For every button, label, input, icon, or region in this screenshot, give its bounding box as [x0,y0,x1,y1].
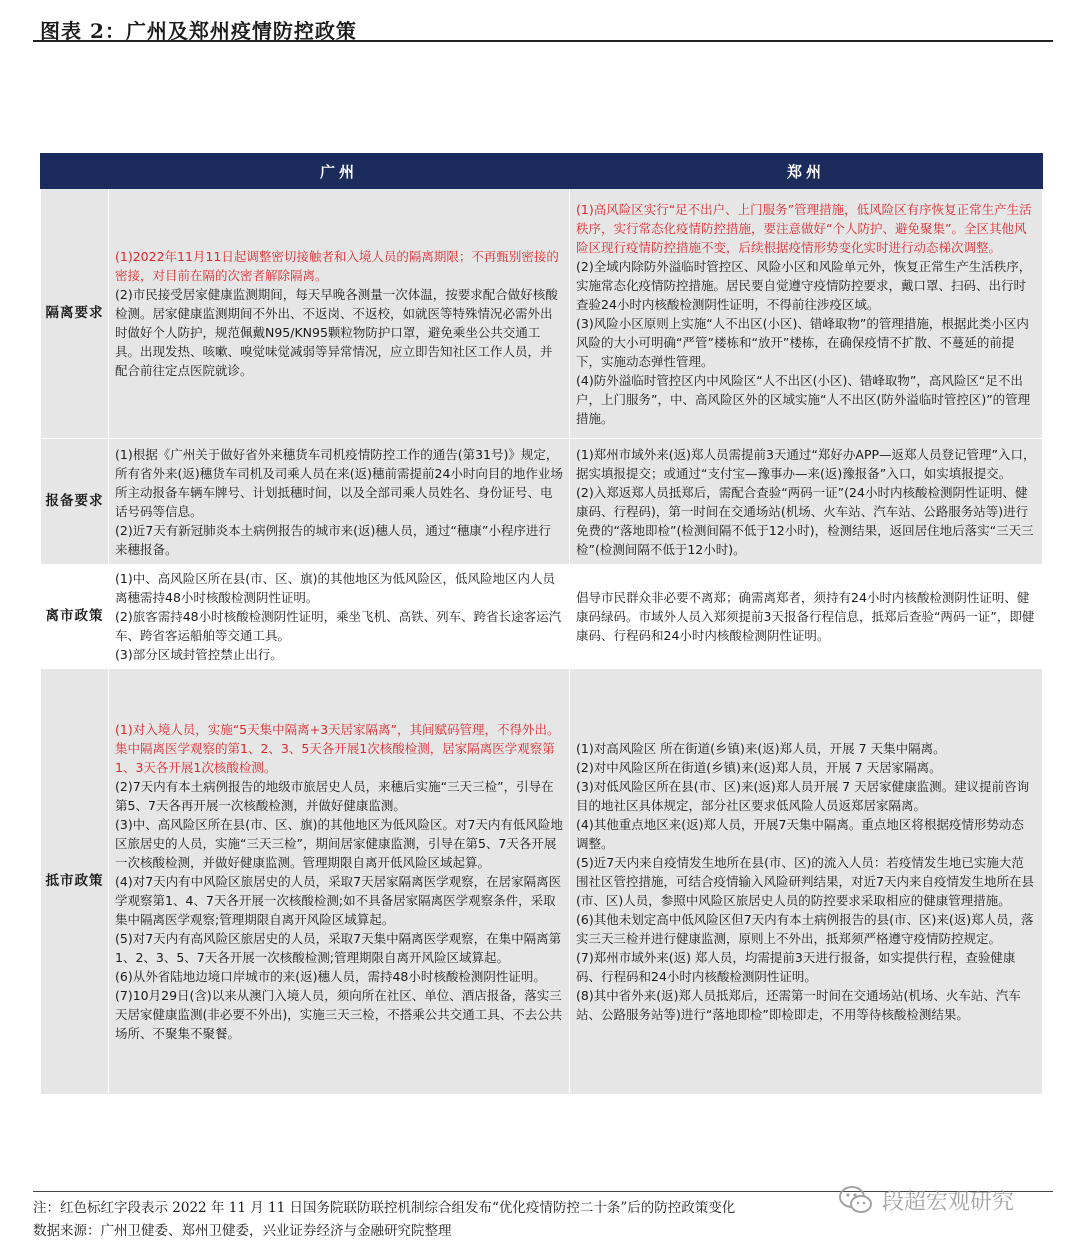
policy-item: (4)其他重点地区来(返)郑人员，开展7天集中隔离。重点地区将根据疫情形势动态调整。 [576,817,1024,851]
zhengzhou-cell [570,189,1043,439]
footnote: 注：红色标红字段表示 2022 年 11 月 11 日国务院联防联控机制综合组发布“优化疫情防控二十条”后的防控政策变化 [33,1200,736,1216]
policy-item: (1)对入境人员，实施“5天集中隔离+3天居家隔离”，其间赋码管理，不得外出。集中隔离医学观察的第1、2、3、5天各开展1次核酸检测，居家隔离医学观察第1、3天各开展1次核酸检测。 [115,722,560,775]
table-header-row [41,154,1043,189]
policy-table [40,153,1043,1095]
policy-item: (3)部分区域封管控禁止出行。 [115,647,283,662]
policy-item: (5)近7天内来自疫情发生地所在县(市、区)的流入人员：若疫情发生地已实施大范围社区管控措施，可结合疫情输入风险研判结果，对近7天内来自疫情发生地所在县(市、区)人员，参照中风险区旅居史人员的防控要求采取相应的健康管理措施。 [576,855,1034,908]
header-zhengzhou: 郑州 [570,154,1043,189]
policy-item: (8)其中省外来(返)郑人员抵郑后，还需第一时间在交通场站(机场、火车站、汽车站、公路服务站等)进行“落地即检”即检即走，不用等待核酸检测结果。 [576,988,1021,1022]
wechat-icon [838,1185,874,1215]
policy-item: (4)防外溢临时管控区内中风险区“人不出区(小区)、错峰取物”，高风险区“足不出户，上门服务”，中、高风险区外的区域实施“人不出区(防外溢临时管控区)”的管理措施。 [576,372,1031,426]
policy-item: (1)根据《广州关于做好省外来穗货车司机疫情防控工作的通告(第31号)》规定，所有省外来(返)穗货车司机及司乘人员在来(返)穗前需提前24小时向目的地作业场所主动报备车辆车牌号、计划抵穗时间，以及全部司乘人员姓名、身份证号、电话号码等信息。 [115,446,563,519]
table-row-registration [41,439,1043,565]
policy-item: (6)其他未划定高中低风险区但7天内有本土病例报告的县(市、区)来(返)郑人员，落实三天三检并进行健康监测，原则上不外出，抵郑须严格遵守疫情防控规定。 [576,912,1034,946]
row-category: 报备要求 [41,439,109,565]
header-guangzhou: 广州 [109,154,570,189]
guangzhou-cell [109,189,570,439]
policy-item: (2)入郑返郑人员抵郑后，需配合查验“两码一证”(24小时内核酸检测阴性证明、健康码、行程码)，第一时间在交通场站(机场、火车站、汽车站、公路服务站等)进行免费的“落地即检”(检测间隔不低于12小时)，检测结果，返回居住地后落实“三天三检”(检测间隔不低于12小时)。 [576,484,1034,557]
figure-title-bar [33,10,1053,42]
table-row-arrival [41,669,1043,1095]
row-category: 隔离要求 [41,189,109,439]
policy-item: (5)对7天内有高风险区旅居史的人员，采取7天集中隔离医学观察，在集中隔离第1、2、3、5、7天各开展一次核酸检测;管理期限自离开风险区域算起。 [115,931,562,965]
policy-item: (2)全域内除防外溢临时管控区、风险小区和风险单元外，恢复正常生产生活秩序，实施常态化疫情防控措施。居民要自觉遵守疫情防控要求，戴口罩、扫码、出行时查验24小时内核酸检测阴性证明，不得前往涉疫区域。 [576,258,1032,312]
policy-item: (6)从外省陆地边境口岸城市的来(返)穗人员，需持48小时核酸检测阴性证明。 [115,969,546,984]
policy-item: (1)2022年11月11日起调整密切接触者和入境人员的隔离期限；不再甄别密接的密接，对目前在隔的次密者解除隔离。 [115,249,559,283]
guangzhou-cell [109,439,570,565]
zhengzhou-cell [570,439,1043,565]
guangzhou-cell [109,669,570,1095]
policy-item: (1)高风险区实行“足不出户、上门服务”管理措施，低风险区有序恢复正常生产生活秩序，实行常态化疫情防控措施，要注意做好“个人防护、避免聚集”。全区其他风险区现行疫情防控措施不变，后续根据疫情形势变化实时进行动态梯次调整。 [576,201,1032,255]
table-row-departure [41,565,1043,669]
policy-item: (4)对7天内有中风险区旅居史的人员，采取7天居家隔离医学观察，在居家隔离医学观察第1、4、7天各开展一次核酸检测;如不具备居家隔离医学观察条件，采取集中隔离医学观察;管理期限自离开风险区域算起。 [115,874,562,927]
row-category: 抵市政策 [41,669,109,1095]
policy-item: (1)对高风险区 所在街道(乡镇)来(返)郑人员，开展 7 天集中隔离。 [576,741,946,756]
policy-item: (2)7天内有本土病例报告的地级市旅居史人员，来穗后实施“三天三检”，引导在第5、7天各再开展一次核酸检测，并做好健康监测。 [115,779,554,813]
policy-item: 倡导市民群众非必要不离郑；确需离郑者，须持有24小时内核酸检测阴性证明、健康码绿码。市域外人员入郑须提前3天报备行程信息，抵郑后查验“两码一证”，即健康码、行程码和24小时内核酸检测阴性证明。 [576,590,1035,643]
policy-item: (2)近7天有新冠肺炎本土病例报告的城市来(返)穗人员，通过“穗康”小程序进行来穗报备。 [115,522,551,557]
policy-item: (7)郑州市域外来(返) 郑人员，均需提前3天进行报备，如实提供行程，查验健康码、行程码和24小时内核酸检测阴性证明。 [576,950,1016,984]
policy-item: (3)中、高风险区所在县(市、区、旗)的其他地区为低风险区。对7天内有低风险地区旅居史的人员，实施“三天三检”，期间居家健康监测，引导在第5、7天各开展一次核酸检测，并做好健康监测。管理期限自离开低风险区域起算。 [115,817,563,870]
policy-item: (2)市民接受居家健康监测期间，每天早晚各测量一次体温，按要求配合做好核酸检测。居家健康监测期间不外出、不返岗、不返校，如就医等特殊情况必需外出时做好个人防护，规范佩戴N95/KN95颗粒物防护口罩，避免乘坐公共交通工具。出现发热、咳嗽、嗅觉味觉减弱等异常情况，应立即告知社区工作人员，并配合前往定点医院就诊。 [115,287,558,378]
guangzhou-cell [109,565,570,669]
row-category: 离市政策 [41,565,109,669]
watermark-text: 段超宏观研究 [882,1189,1015,1215]
header-category [41,154,109,189]
policy-item: (1)中、高风险区所在县(市、区、旗)的其他地区为低风险区，低风险地区内人员离穗需持48小时核酸检测阴性证明。 [115,571,555,605]
policy-item: (2)对中风险区所在街道(乡镇)来(返)郑人员，开展 7 天居家隔离。 [576,760,942,775]
policy-item: (7)10月29日(含)以来从澳门入境人员，须向所在社区、单位、酒店报备，落实三天居家健康监测(非必要不外出)，实施三天三检，不搭乘公共交通工具、不去公共场所、不聚集不聚餐。 [115,988,563,1041]
policy-item: (3)对低风险区所在县(市、区)来(返)郑人员开展 7 天居家健康监测。建议提前咨询目的地社区具体规定，部分社区要求低风险人员返郑居家隔离。 [576,779,1030,813]
watermark [838,1183,1014,1217]
zhengzhou-cell [570,669,1043,1095]
table-row-isolation [41,189,1043,439]
zhengzhou-cell [570,565,1043,669]
policy-item: (1)郑州市域外来(返)郑人员需提前3天通过“郑好办APP—返郑人员登记管理”入口，据实填报提交；或通过“支付宝—豫事办—来(返)豫报备”入口，如实填报提交。 [576,446,1036,481]
policy-item: (2)旅客需持48小时核酸检测阴性证明，乘坐飞机、高铁、列车、跨省长途客运汽车、跨省客运船舶等交通工具。 [115,609,562,643]
figure-title: 图表 2：广州及郑州疫情防控政策 [40,19,357,43]
data-source: 数据来源：广州卫健委、郑州卫健委，兴业证券经济与金融研究院整理 [33,1223,452,1239]
policy-item: (3)风险小区原则上实施“人不出区(小区)、错峰取物”的管理措施，根据此类小区内风险的大小可明确“严管”楼栋和“放开”楼栋，在确保疫情不扩散、不蔓延的前提下，实施动态弹性管理。 [576,315,1029,369]
